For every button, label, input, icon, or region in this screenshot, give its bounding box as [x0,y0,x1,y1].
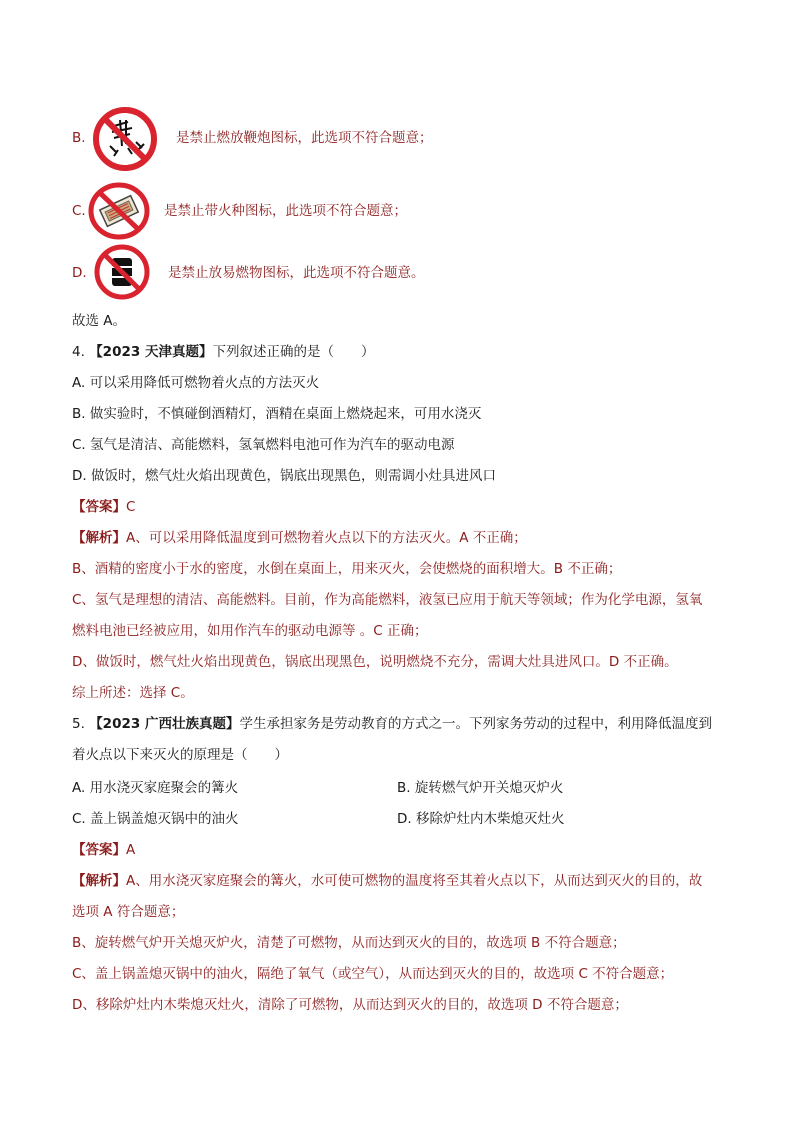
q4-analysis-line-1: 【解析】A、可以采用降低温度到可燃物着火点以下的方法灭火。A 不正确； [72,530,527,546]
q5-analysis-label: 【解析】 [72,873,126,889]
no-matches-icon [88,182,150,240]
q5-stem-text: 学生承担家务是劳动教育的方式之一。下列家务劳动的过程中，利用降低温度到 [239,716,712,732]
no-flammables-icon [92,244,152,300]
option-d-text: 是禁止放易燃物图标，此选项不符合题意。 [168,265,425,281]
q4-stem [72,342,374,362]
q5-analysis-line-1: 【解析】A、用水浇灭家庭聚会的篝火，水可使可燃物的温度将至其着火点以下，从而达到灭火的目的，故 [72,873,703,889]
q4-analysis-label: 【解析】 [72,530,126,546]
option-letter-b: B. [72,130,86,146]
q5-analysis-line-3: B、旋转燃气炉开关熄灭炉火，清楚了可燃物，从而达到灭火的目的，故选项 B 不符合题意； [72,935,626,951]
q5-answer-value: A [126,842,136,858]
option-c-text: 是禁止带火种图标，此选项不符合题意； [164,203,407,219]
q4-option-c: C. 氢气是清洁、高能燃料，氢氧燃料电池可作为汽车的驱动电源 [72,437,455,453]
q5-option-c: C. 盖上锅盖熄灭锅中的油火 [72,811,239,827]
q5-option-b: B. 旋转燃气炉开关熄灭炉火 [397,780,564,796]
q5-stem-line-2: 着火点以下来灭火的原理是（ ） [72,747,288,763]
q4-summary: 综上所述：选择 C。 [72,685,194,701]
option-letter-c: C. [72,203,86,219]
q5-answer-label: 【答案】 [72,842,126,858]
q4-option-b: B. 做实验时，不慎碰倒酒精灯，酒精在桌面上燃烧起来，可用水浇灭 [72,406,482,422]
q4-answer [72,497,135,517]
q4-analysis-line-5: D、做饭时，燃气灶火焰出现黄色，锅底出现黑色，说明燃烧不充分，需调大灶具进风口。D 不正确。 [72,654,678,670]
q4-answer-value: C [126,499,136,515]
q5-analysis-line-2: 选项 A 符合题意； [72,904,185,920]
option-letter-d: D. [72,265,87,281]
q5-option-d: D. 移除炉灶内木柴熄灭灶火 [397,811,565,827]
no-firecrackers-icon [92,106,158,172]
option-b-text: 是禁止燃放鞭炮图标，此选项不符合题意； [176,130,433,146]
q4-stem-text: 下列叙述正确的是（ ） [212,344,375,360]
q4-analysis-line-3: C、氢气是理想的清洁、高能燃料。目前，作为高能燃料，液氢已应用于航天等领域；作为化学电源，氢氧 [72,592,703,608]
q4-option-d: D. 做饭时，燃气灶火焰出现黄色，锅底出现黑色，则需调小灶具进风口 [72,468,496,484]
q5-analysis-line-5: D、移除炉灶内木柴熄灭灶火，清除了可燃物，从而达到灭火的目的，故选项 D 不符合题意； [72,997,628,1013]
q5-answer [72,840,135,860]
q4-analysis-line-2: B、酒精的密度小于水的密度，水倒在桌面上，用来灭火，会使燃烧的面积增大。B 不正确； [72,561,622,577]
q5-analysis-line-4: C、盖上锅盖熄灭锅中的油火，隔绝了氧气（或空气），从而达到灭火的目的，故选项 C 不符合题意； [72,966,674,982]
q4-analysis-line-4: 燃料电池已经被应用，如用作汽车的驱动电源等 。C 正确； [72,623,428,639]
q4-source: 【2023 天津真题】 [89,344,213,360]
q4-option-a: A. 可以采用降低可燃物着火点的方法灭火 [72,375,320,391]
q5-stem-line-1 [72,714,712,734]
prev-conclusion: 故选 A。 [72,313,127,329]
q4-answer-label: 【答案】 [72,499,126,515]
q5-option-a: A. 用水浇灭家庭聚会的篝火 [72,780,239,796]
q4-number: 4. [72,344,85,360]
q5-number: 5. [72,716,85,732]
q5-source: 【2023 广西壮族真题】 [89,716,240,732]
